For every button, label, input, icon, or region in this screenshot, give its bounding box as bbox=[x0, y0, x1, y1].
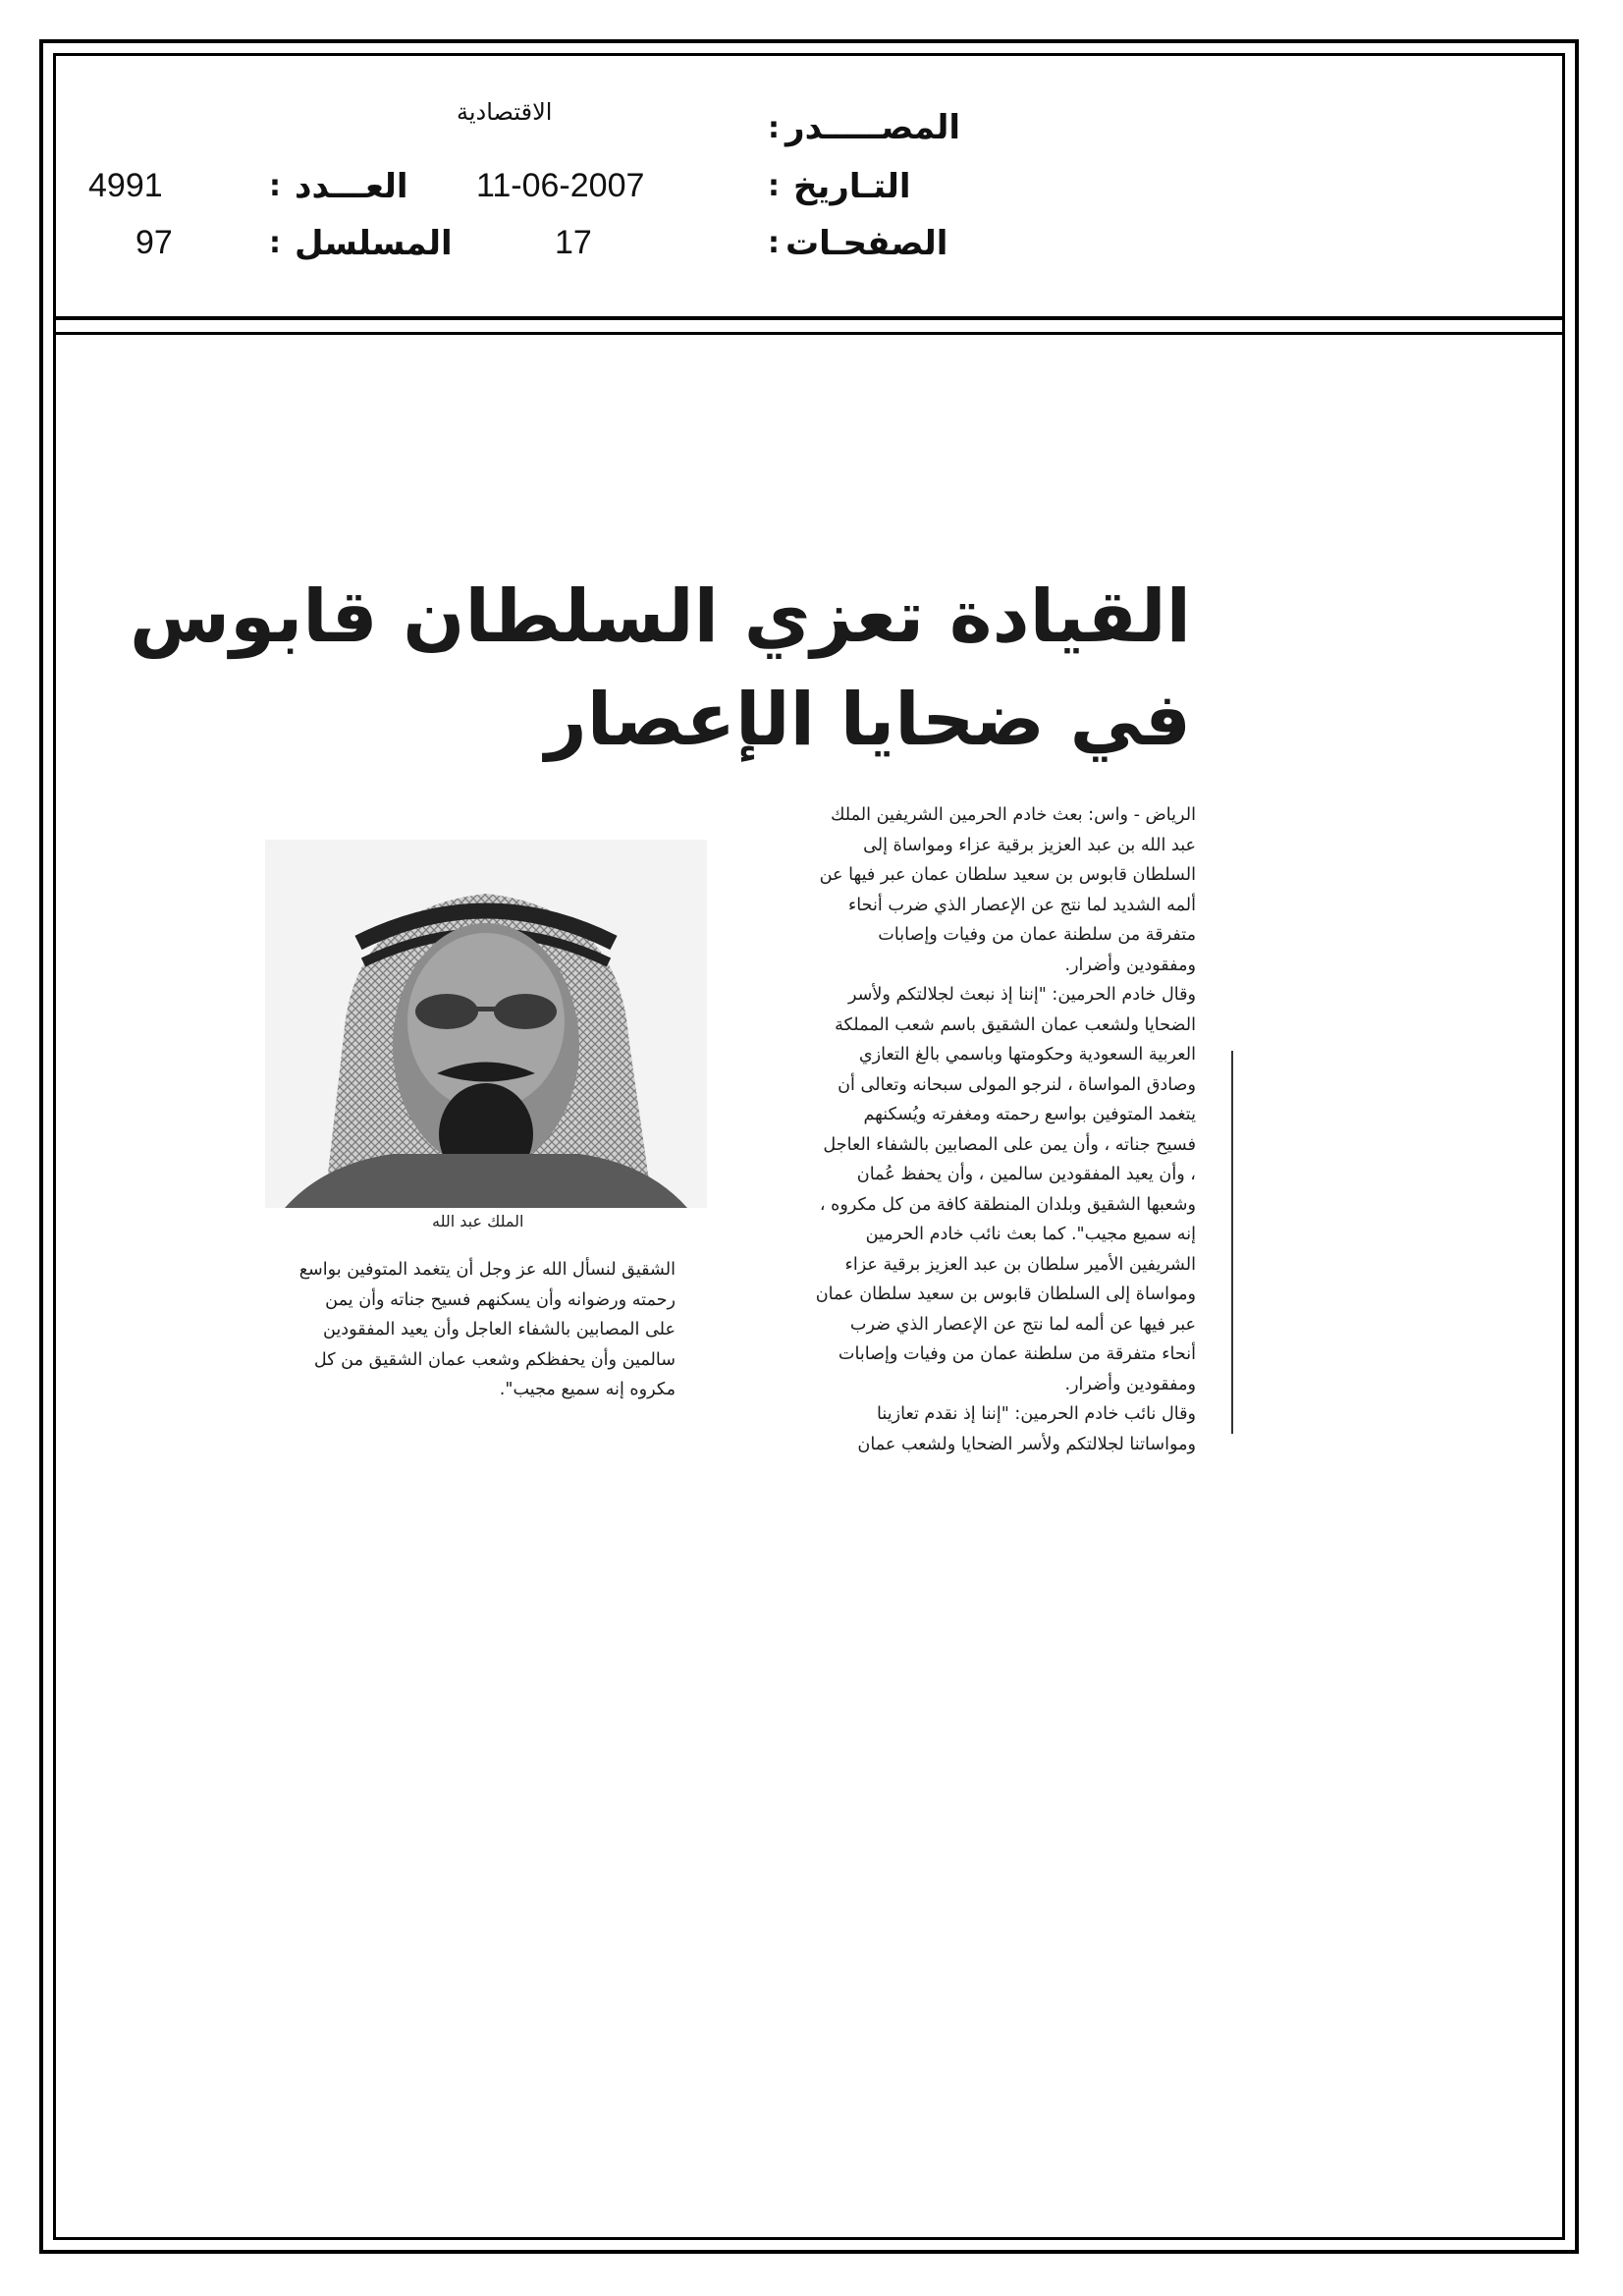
pages-colon: : bbox=[768, 226, 780, 260]
text-line: وقال نائب خادم الحرمين: "إننا إذ نقدم تعازينا bbox=[877, 1404, 1196, 1424]
text-line: مكروه إنه سميع مجيب". bbox=[499, 1380, 676, 1399]
date-colon: : bbox=[768, 169, 780, 203]
text-line: وشعبها الشقيق وبلدان المنطقة كافة من كل مكروه ، bbox=[819, 1194, 1196, 1215]
headline-line-2: في ضحايا الإعصار bbox=[545, 678, 1191, 762]
serial-value: 97 bbox=[135, 224, 173, 261]
text-line: عبد الله بن عبد العزيز برقية عزاء ومواساة إلى bbox=[863, 835, 1196, 855]
text-line: رحمته ورضوانه وأن يسكنهم فسيح جناته وأن يمن bbox=[325, 1289, 676, 1310]
issue-label: العـــدد bbox=[295, 167, 408, 206]
header-divider-inner bbox=[53, 332, 1565, 335]
text-line: أنحاء متفرقة من سلطنة عمان من وفيات وإصابات bbox=[838, 1344, 1196, 1364]
date-label: التـاريخ bbox=[793, 167, 911, 206]
header-divider bbox=[53, 316, 1565, 320]
article-column-left bbox=[204, 1255, 676, 1405]
source-label: المصـــــدر bbox=[785, 108, 961, 147]
portrait-photo bbox=[265, 840, 707, 1208]
text-line: وقال خادم الحرمين: "إننا إذ نبعث لجلالتكم ولأسر bbox=[847, 985, 1196, 1005]
text-line: إنه سميع مجيب". كما بعث نائب خادم الحرمين bbox=[865, 1225, 1196, 1244]
serial-colon: : bbox=[269, 226, 281, 260]
text-line: ، وأن يعيد المفقودين سالمين ، وأن يحفظ عُمان bbox=[856, 1165, 1196, 1184]
text-line: يتغمد المتوفين بواسع رحمته ومغفرته ويُسكنهم bbox=[863, 1105, 1196, 1124]
serial-label: المسلسل bbox=[295, 224, 453, 263]
text-line: فسيح جناته ، وأن يمن على المصابين بالشفاء العاجل bbox=[823, 1134, 1196, 1155]
source-value: الاقتصادية bbox=[457, 98, 553, 126]
issue-colon: : bbox=[269, 169, 281, 203]
text-line: سالمين وأن يحفظكم وشعب عمان الشقيق من كل bbox=[313, 1349, 676, 1370]
text-line: الشريفين الأمير سلطان بن عبد العزيز برقية عزاء bbox=[844, 1254, 1196, 1275]
headline-line-1: القيادة تعزي السلطان قابوس bbox=[130, 574, 1191, 659]
text-line: السلطان قابوس بن سعيد سلطان عمان عبر فيها عن bbox=[819, 865, 1196, 885]
text-line: العربية السعودية وحكومتها وباسمي بالغ التعازي bbox=[858, 1045, 1196, 1065]
text-line: على المصابين بالشفاء العاجل وأن يعيد المفقودين bbox=[323, 1320, 676, 1339]
text-line: عبر فيها عن ألمه لما نتج عن الإعصار الذي ضرب bbox=[849, 1314, 1196, 1335]
pages-value: 17 bbox=[555, 224, 592, 261]
issue-value: 4991 bbox=[88, 167, 163, 204]
text-line: ومواساتنا لجلالتكم ولأسر الضحايا ولشعب عمان bbox=[857, 1434, 1196, 1454]
text-line: وصادق المواساة ، لنرجو المولى سبحانه وتعالى أن bbox=[838, 1074, 1196, 1095]
text-line: الشقيق لنسأل الله عز وجل أن يتغمد المتوفين بواسع bbox=[298, 1260, 676, 1280]
source-colon: : bbox=[768, 111, 780, 145]
text-line: الضحايا ولشعب عمان الشقيق باسم شعب المملكة bbox=[835, 1014, 1196, 1035]
text-line: الرياض - واس: بعث خادم الحرمين الشريفين الملك bbox=[830, 805, 1196, 825]
text-line: ومفقودين وأضرار. bbox=[1064, 955, 1196, 975]
date-value: 11-06-2007 bbox=[476, 167, 645, 204]
text-line: متفرقة من سلطنة عمان من وفيات وإصابات bbox=[878, 925, 1196, 945]
text-line: ومفقودين وأضرار. bbox=[1064, 1374, 1196, 1394]
article-column-right bbox=[685, 800, 1196, 1459]
column-rule bbox=[1231, 1051, 1233, 1434]
pages-label: الصفحـات bbox=[785, 224, 948, 263]
text-line: ألمه الشديد لما نتج عن الإعصار الذي ضرب أنحاء bbox=[847, 895, 1196, 915]
text-line: ومواساة إلى السلطان قابوس بن سعيد سلطان عمان bbox=[815, 1285, 1196, 1304]
photo-caption: الملك عبد الله bbox=[432, 1212, 524, 1230]
